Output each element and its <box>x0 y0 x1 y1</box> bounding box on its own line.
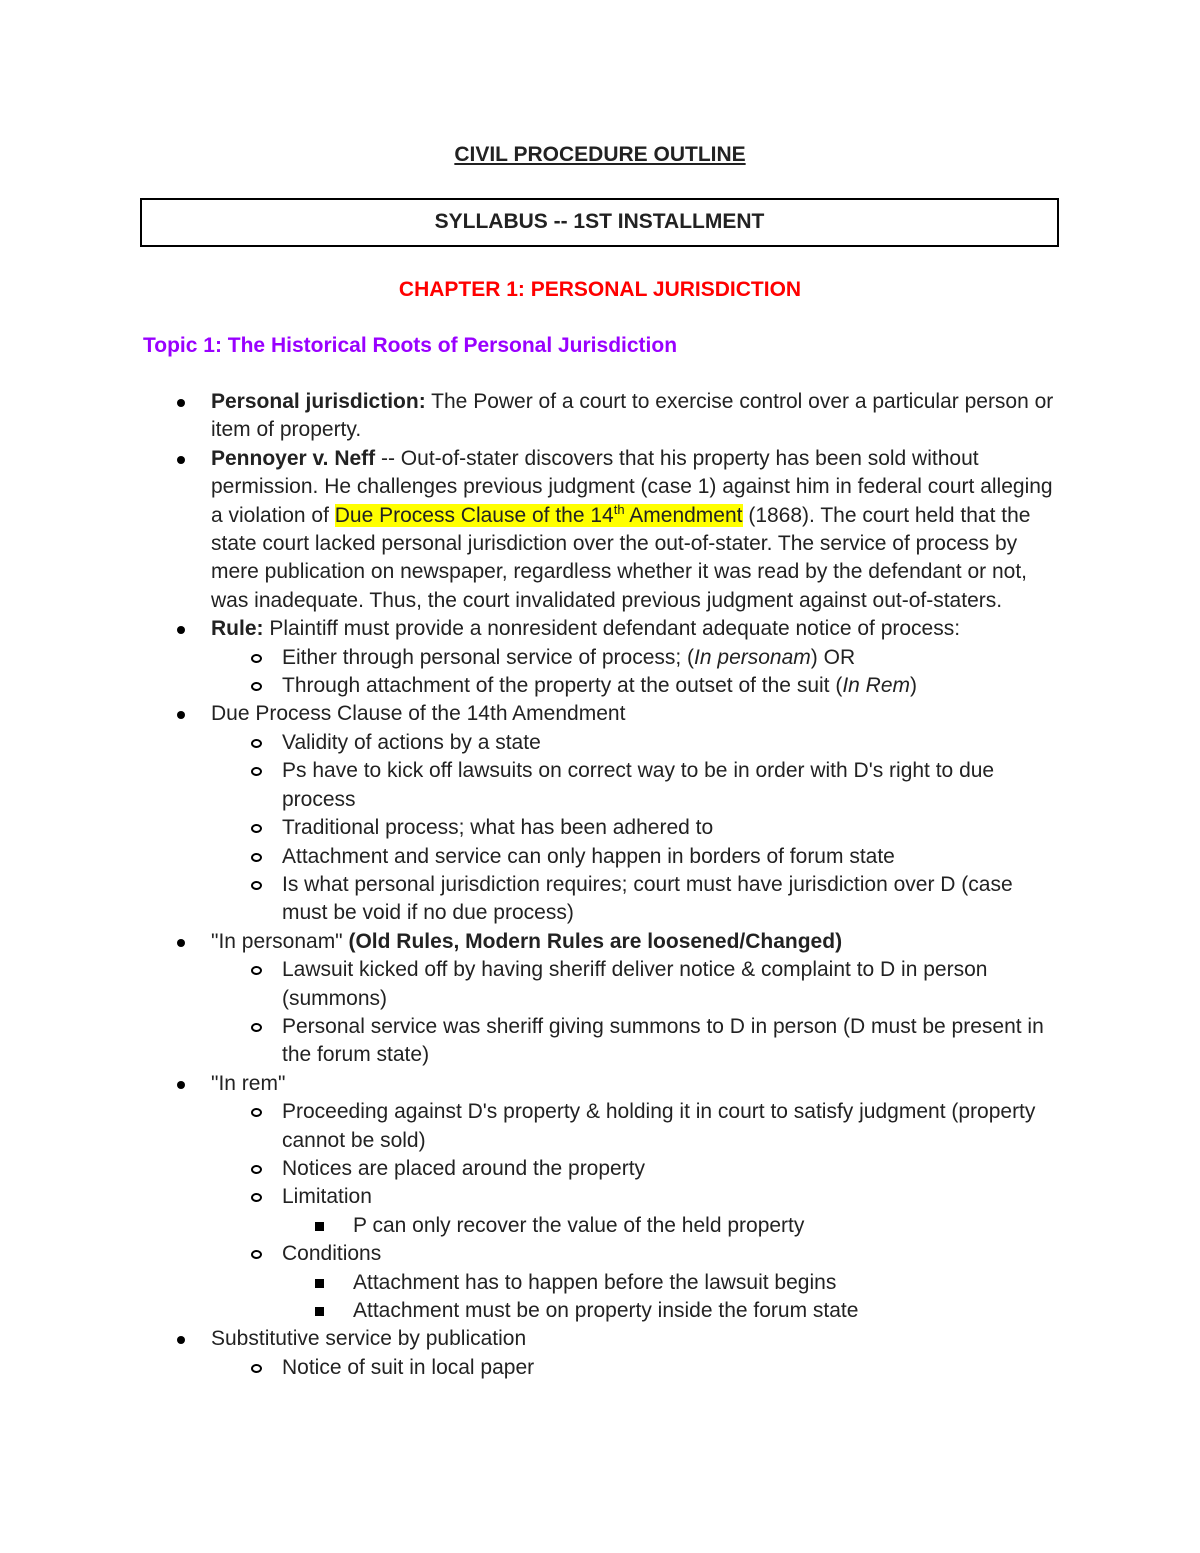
sub-item: Attachment and service can only happen in borders of forum state <box>282 843 1061 871</box>
sub-list <box>282 1098 1061 1325</box>
bullet-due-process: Due Process Clause of the 14th Amendment Validity of actions by a state Ps have to kick off lawsuits on correct way to be in order with D's right to due process Traditional process; what has been adhered to Attachment and service can only happen in borders of forum state Is what personal jurisdiction requires; court must have jurisdiction over D (case must be void if no due process) <box>211 700 1061 927</box>
sub-sub-item: P can only recover the value of the held property <box>353 1212 1061 1240</box>
sub-item: Lawsuit kicked off by having sheriff deliver notice & complaint to D in person (summons) <box>282 956 1061 1013</box>
sub-sub-list <box>353 1212 1061 1240</box>
sub-sub-item: Attachment has to happen before the lawsuit begins <box>353 1269 1061 1297</box>
page-title: CIVIL PROCEDURE OUTLINE <box>454 143 746 166</box>
sub-item: Is what personal jurisdiction requires; court must have jurisdiction over D (case must be void if no due process) <box>282 871 1061 928</box>
bullet-pennoyer-v-neff <box>211 445 1061 615</box>
sub-item: Personal service was sheriff giving summons to D in person (D must be present in the forum state) <box>282 1013 1061 1070</box>
sub-list <box>282 956 1061 1070</box>
definition: The Power of a court to exercise control over a particular person or item of property. <box>211 390 1054 442</box>
sub-item: Notices are placed around the property <box>282 1155 1061 1183</box>
sub-list <box>282 1354 1061 1382</box>
rule-text: Plaintiff must provide a nonresident defendant adequate notice of process: <box>263 617 961 641</box>
highlight-text: Due Process Clause of the 14 <box>334 503 614 527</box>
sub-item-conditions: Conditions Attachment has to happen before the lawsuit begins Attachment must be on property inside the forum state <box>282 1240 1061 1325</box>
syllabus-heading: SYLLABUS -- 1ST INSTALLMENT <box>434 210 765 234</box>
sub-item: Through attachment of the property at the outset of the suit (In Rem) <box>282 672 1061 700</box>
sub-item: Either through personal service of process; (In personam) OR <box>282 644 1061 672</box>
superscript: th <box>613 501 625 517</box>
sub-list <box>282 644 1061 701</box>
term: Rule: <box>211 617 264 641</box>
chapter-heading: CHAPTER 1: PERSONAL JURISDICTION <box>398 278 802 301</box>
sub-item: Notice of suit in local paper <box>282 1354 1061 1382</box>
sub-sub-list <box>353 1269 1061 1326</box>
outline-list <box>211 388 1061 1382</box>
sub-item: Traditional process; what has been adhered to <box>282 814 1061 842</box>
case-text: (1868). The court held that the state court lacked personal jurisdiction over the out-of-stater. The service of process by mere publication on newspaper, regardless whether it was read by the defendant or not, was inadequate. Thus, the court invalidated previous judgment against out-of-staters. <box>211 503 1031 612</box>
syllabus-box <box>140 198 1059 247</box>
sub-item: Validity of actions by a state <box>282 729 1061 757</box>
topic-heading: Topic 1: The Historical Roots of Personal Jurisdiction <box>143 334 678 357</box>
case-text: -- Out-of-stater discovers that his property has been sold without permission. He challenges previous judgment (case 1) against him in federal court alleging a violation of <box>211 446 1053 527</box>
case-name: Pennoyer v. Neff <box>211 446 376 470</box>
bullet-rule <box>211 615 1061 700</box>
bullet-in-rem: "In rem" Proceeding against D's property & holding it in court to satisfy judgment (property cannot be sold) Notices are placed around the property Limitation P can only recover the value of the held property Conditions Attachment has to happen before the lawsuit begins Attachment must be on property inside the forum state <box>211 1070 1061 1326</box>
term: Personal jurisdiction: <box>211 390 426 413</box>
bullet-in-personam: "In personam" (Old Rules, Modern Rules are loosened/Changed) Lawsuit kicked off by having sheriff deliver notice & complaint to D in person (summons) Personal service was sheriff giving summons to D in person (D must be present in the forum state) <box>211 928 1061 1070</box>
sub-list <box>282 729 1061 928</box>
sub-item: Ps have to kick off lawsuits on correct way to be in order with D's right to due process <box>282 757 1061 814</box>
bullet-substitutive-service: Substitutive service by publication Notice of suit in local paper <box>211 1325 1061 1382</box>
highlighted-phrase <box>334 501 743 527</box>
bullet-personal-jurisdiction <box>211 388 1061 445</box>
sub-item: Proceeding against D's property & holding it in court to satisfy judgment (property cannot be sold) <box>282 1098 1061 1155</box>
highlight-text: Amendment <box>624 503 743 527</box>
sub-item-limitation: Limitation P can only recover the value of the held property <box>282 1183 1061 1240</box>
sub-sub-item: Attachment must be on property inside the forum state <box>353 1297 1061 1325</box>
